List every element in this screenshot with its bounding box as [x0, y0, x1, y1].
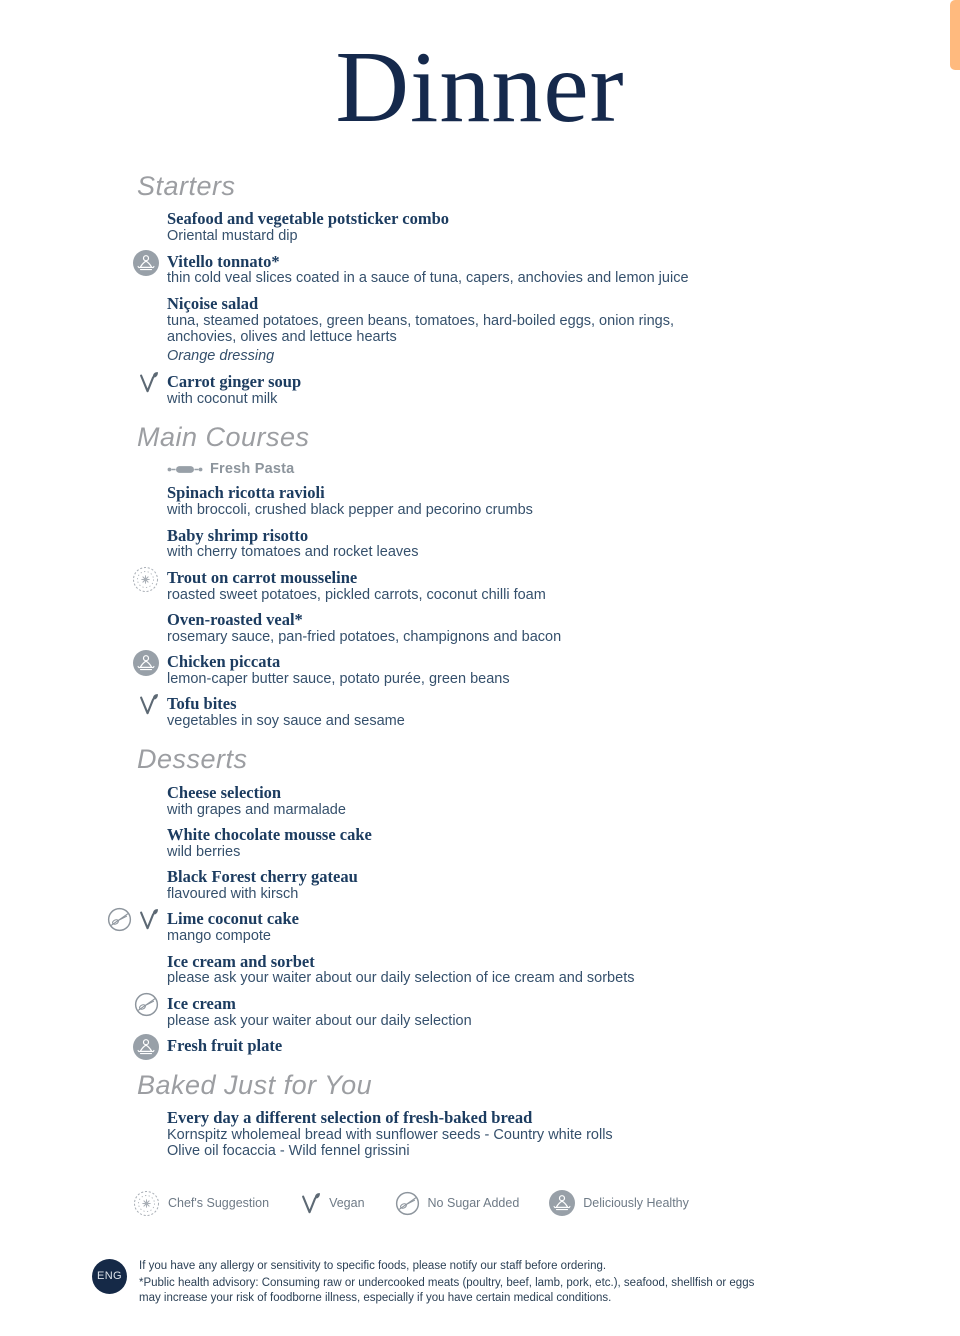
- item-dietary-icons: [137, 692, 167, 717]
- legend-label: Deliciously Healthy: [583, 1196, 689, 1211]
- item-title: Spinach ricotta ravioli: [167, 483, 325, 503]
- item-dietary-icons: [134, 992, 167, 1017]
- legend-deliciously-healthy: [549, 1190, 689, 1216]
- item-title: Seafood and vegetable potsticker combo: [167, 209, 450, 229]
- corner-tab[interactable]: [950, 0, 960, 70]
- item-description: with cherry tomatoes and rocket leaves: [167, 544, 419, 561]
- deliciously-healthy-icon: [133, 650, 159, 676]
- deliciously-healthy-icon: [133, 250, 159, 276]
- item-description: vegetables in soy sauce and sesame: [167, 713, 405, 730]
- item-description: mango compote: [167, 928, 271, 945]
- no-sugar-added-icon: [395, 1191, 420, 1216]
- section-heading: Baked Just for You: [137, 1069, 373, 1100]
- item-title: Vitello tonnato*: [167, 251, 280, 271]
- menu-item: [167, 910, 707, 944]
- menu-item: [167, 253, 707, 287]
- item-description: please ask your waiter about our daily selection of ice cream and sorbets: [167, 970, 635, 987]
- item-description: Oriental mustard dip: [167, 228, 298, 245]
- menu-item: [167, 784, 707, 818]
- item-title: Tofu bites: [167, 694, 237, 714]
- item-dietary-icons: [133, 250, 167, 276]
- item-title: Cheese selection: [167, 782, 282, 802]
- menu-item: [167, 295, 707, 365]
- legend-chefs-suggestion: [133, 1190, 269, 1217]
- item-dietary-icons: [137, 370, 167, 395]
- menu-item: [167, 826, 707, 860]
- item-description: please ask your waiter about our daily selection: [167, 1012, 472, 1029]
- section-heading: Starters: [137, 171, 236, 202]
- item-title: Carrot ginger soup: [167, 371, 302, 391]
- menu-item: [167, 373, 707, 407]
- item-description: wild berries: [167, 843, 241, 860]
- menu-item: [167, 611, 707, 645]
- menu-item: [167, 868, 707, 902]
- item-description: Kornspitz wholemeal bread with sunflower seeds - Country white rolls: [167, 1126, 613, 1143]
- item-description: roasted sweet potatoes, pickled carrots, coconut chilli foam: [167, 586, 546, 603]
- menu-item: [167, 569, 707, 603]
- legend-label: No Sugar Added: [427, 1196, 520, 1211]
- vegan-icon: [299, 1191, 321, 1216]
- item-title: Trout on carrot mousseline: [167, 567, 358, 587]
- menu-item: [167, 995, 707, 1029]
- vegan-icon: [137, 692, 159, 717]
- footer: [92, 1259, 920, 1305]
- subheader-label: Fresh Pasta: [210, 461, 295, 478]
- deliciously-healthy-icon: [549, 1190, 575, 1216]
- item-title: Chicken piccata: [167, 652, 281, 672]
- item-dietary-icons: [133, 1034, 167, 1060]
- item-description: thin cold veal slices coated in a sauce of tuna, capers, anchovies and lemon juice: [167, 270, 689, 287]
- item-title: Niçoise salad: [167, 293, 259, 313]
- footer-text: [139, 1259, 779, 1305]
- deliciously-healthy-icon: [133, 1034, 159, 1060]
- item-title: Oven-roasted veal*: [167, 609, 303, 629]
- section-starters: [137, 170, 920, 407]
- item-title: Ice cream: [167, 993, 236, 1013]
- vegan-icon: [137, 907, 159, 932]
- item-title: Every day a different selection of fresh-baked bread: [167, 1108, 533, 1128]
- item-dressing-note: Orange dressing: [167, 348, 275, 365]
- item-description: tuna, steamed potatoes, green beans, tomatoes, hard-boiled eggs, onion rings, anchovies, olives and lettuce hearts: [167, 312, 675, 345]
- menu-item: [167, 210, 707, 244]
- section-heading: Desserts: [137, 744, 248, 775]
- vegan-icon: [137, 370, 159, 395]
- item-description: Olive oil focaccia - Wild fennel grissini: [167, 1143, 410, 1160]
- item-description: with grapes and marmalade: [167, 801, 346, 818]
- dietary-legend: [133, 1190, 920, 1217]
- legend-vegan: [299, 1191, 364, 1216]
- language-badge[interactable]: ENG: [92, 1259, 127, 1294]
- section-main-courses: [137, 421, 920, 730]
- chefs-suggestion-icon: [133, 1190, 160, 1217]
- item-description: lemon-caper butter sauce, potato purée, green beans: [167, 670, 510, 687]
- menu-item: [167, 527, 707, 561]
- menu-item: [167, 653, 707, 687]
- menu-item: [167, 1037, 707, 1055]
- legend-no-sugar-added: [395, 1191, 520, 1216]
- section-heading: Main Courses: [137, 421, 310, 452]
- item-title: Fresh fruit plate: [167, 1035, 283, 1055]
- menu-item: [167, 484, 707, 518]
- item-description: flavoured with kirsch: [167, 886, 299, 903]
- legend-label: Vegan: [329, 1196, 365, 1211]
- item-title: Black Forest cherry gateau: [167, 867, 358, 887]
- item-title: Baby shrimp risotto: [167, 525, 309, 545]
- chefs-suggestion-icon: [132, 566, 159, 593]
- item-description: with coconut milk: [167, 390, 278, 407]
- item-dietary-icons: [133, 650, 167, 676]
- item-title: Ice cream and sorbet: [167, 951, 315, 971]
- public-health-advisory: *Public health advisory: Consuming raw or undercooked meats (poultry, beef, lamb, pork, etc.), seafood, shellfish or eggs may increase your risk of foodborne illness, especially if you have certain medical conditions.: [139, 1277, 755, 1304]
- no-sugar-added-icon: [134, 992, 159, 1017]
- allergy-notice: If you have any allergy or sensitivity to specific foods, please notify our staff before ordering.: [139, 1259, 607, 1272]
- item-title: Lime coconut cake: [167, 909, 299, 929]
- item-dietary-icons: [107, 907, 167, 932]
- rolling-pin-icon: [167, 464, 203, 475]
- section-desserts: [137, 743, 920, 1054]
- item-description: with broccoli, crushed black pepper and pecorino crumbs: [167, 502, 533, 519]
- legend-label: Chef's Suggestion: [168, 1196, 270, 1211]
- item-title: White chocolate mousse cake: [167, 825, 372, 845]
- menu-content: [0, 170, 960, 1305]
- menu-item: [167, 695, 707, 729]
- menu-item: [167, 953, 707, 987]
- item-dietary-icons: [132, 566, 167, 593]
- menu-item: [167, 1109, 787, 1160]
- section-baked-just-for-you: [137, 1069, 920, 1160]
- page-title: Dinner: [335, 31, 625, 144]
- no-sugar-added-icon: [107, 907, 132, 932]
- fresh-pasta-subheader: [137, 461, 920, 477]
- item-description: rosemary sauce, pan-fried potatoes, champignons and bacon: [167, 628, 562, 645]
